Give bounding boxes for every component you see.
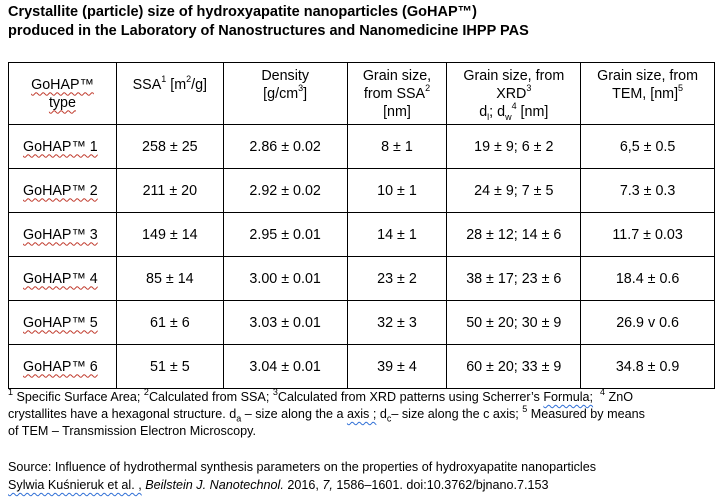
crystallite-size-table [8,62,715,389]
cell-grain-ssa: 10 ± 1 [347,169,447,213]
cell-grain-tem: 26.9 v 0.6 [581,301,715,345]
title-line-2 [8,22,708,41]
cell-grain-xrd: 19 ± 9; 6 ± 2 [447,125,581,169]
cell-grain-ssa: 39 ± 4 [347,345,447,389]
footnote-line-2: crystallites have a hexagonal structure. $d_a$ – size along the a axis ; $d_c-$ size along the c axis; $^5$ Measured by means [8,403,645,424]
title-line-1 [8,3,708,22]
cell-grain-ssa: 32 ± 3 [347,301,447,345]
cell-grain-xrd: 60 ± 20; 33 ± 9 [447,345,581,389]
title-line-1-text: Crystallite (particle) size of hydroxyapatite nanoparticles (GoHAP™) [8,4,477,20]
header-ssa: SSA$^1$ $[m^2/g]$ [116,63,223,125]
cell-ssa: 211 ± 20 [116,169,223,213]
footnote-line-3: of TEM – Transmission Electron Microscopy. [8,424,256,438]
cell-type: GoHAP™ 4 [9,257,117,301]
cell-grain-ssa: 8 ± 1 [347,125,447,169]
table-row [9,169,715,213]
cell-density: 3.04 ± 0.01 [223,345,347,389]
cell-density: 2.92 ± 0.02 [223,169,347,213]
table-row [9,301,715,345]
cell-ssa: 85 ± 14 [116,257,223,301]
cell-density: 3.00 ± 0.01 [223,257,347,301]
cell-grain-tem: 6,5 ± 0.5 [581,125,715,169]
table-row [9,257,715,301]
table-row [9,125,715,169]
cell-grain-tem: 34.8 ± 0.9 [581,345,715,389]
cell-grain-tem: 11.7 ± 0.03 [581,213,715,257]
cell-grain-tem: 7.3 ± 0.3 [581,169,715,213]
cell-density: 2.86 ± 0.02 [223,125,347,169]
header-grain-size-xrd: Grain size, from XRD$^3$ $d_l$; $d_w^4$ [nm] [447,63,581,125]
table-row [9,345,715,389]
title-line-2-text: produced in the Laboratory of Nanostructures and Nanomedicine IHPP PAS [8,23,529,39]
cell-type: GoHAP™ 3 [9,213,117,257]
cell-grain-xrd: 28 ± 12; 14 ± 6 [447,213,581,257]
footnote-line-1: $^1$ Specific Surface Area; $^2$Calculated from SSA; $^3$Calculated from XRD patterns using Scherrer’s Formula; $^4$ ZnO [8,386,634,404]
source-citation [8,458,713,494]
header-grain-size-tem: Grain size, from TEM, [nm]$^5$ [581,63,715,125]
cell-type: GoHAP™ 6 [9,345,117,389]
cell-type: GoHAP™ 2 [9,169,117,213]
cell-grain-xrd: 50 ± 20; 30 ± 9 [447,301,581,345]
cell-type: GoHAP™ 5 [9,301,117,345]
cell-grain-ssa: 14 ± 1 [347,213,447,257]
table-footnotes [8,386,713,440]
cell-grain-xrd: 24 ± 9; 7 ± 5 [447,169,581,213]
header-density: Density $[g/cm^3]$ [223,63,347,125]
cell-grain-ssa: 23 ± 2 [347,257,447,301]
header-grain-size-ssa: Grain size, from SSA$^2$ [nm] [347,63,447,125]
source-line-2: Sylwia Kuśnieruk et al. , Beilstein J. Nanotechnol. 2016, 7, 1586–1601. doi:10.3762/bjnano.7.153 [8,478,549,492]
cell-grain-tem: 18.4 ± 0.6 [581,257,715,301]
source-line-1: Source: Influence of hydrothermal synthesis parameters on the properties of hydroxyapatite nanoparticles [8,460,597,474]
header-gohap-type: GoHAP™ type [9,63,117,125]
cell-density: 2.95 ± 0.01 [223,213,347,257]
cell-grain-xrd: 38 ± 17; 23 ± 6 [447,257,581,301]
cell-ssa: 149 ± 14 [116,213,223,257]
cell-ssa: 61 ± 6 [116,301,223,345]
document-title [8,3,708,41]
cell-type: GoHAP™ 1 [9,125,117,169]
table-header-row [9,63,715,125]
cell-ssa: 51 ± 5 [116,345,223,389]
table-row [9,213,715,257]
cell-density: 3.03 ± 0.01 [223,301,347,345]
cell-ssa: 258 ± 25 [116,125,223,169]
